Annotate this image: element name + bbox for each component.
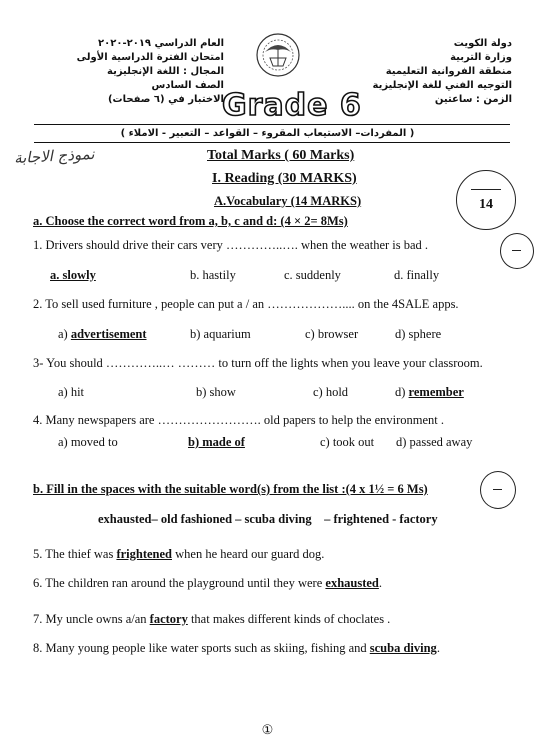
question-text: 3- You should …………..… ……… to turn off the lights when you leave your classroom. <box>33 356 483 370</box>
word-list: exhausted– old fashioned – scuba diving – frightened - factory <box>98 512 438 526</box>
circle-dash <box>493 489 502 490</box>
option: d. finally <box>394 268 440 282</box>
option-correct: a. slowly <box>50 268 96 282</box>
sentence-number: 8. <box>33 641 43 655</box>
sentence-answer: factory <box>149 612 188 626</box>
option: c) hold <box>313 385 349 399</box>
sentence-answer: exhausted <box>325 576 379 590</box>
option: d) passed away <box>396 435 473 449</box>
header-left-line: المجال : اللغة الإنجليزية <box>107 66 224 77</box>
option-correct-word: advertisement <box>70 327 147 341</box>
page-number: ① <box>261 722 274 737</box>
vocabulary-title: A.Vocabulary (14 MARKS) <box>214 194 362 208</box>
sentence-number: 7. <box>33 612 43 626</box>
sentence-after: . <box>378 576 383 590</box>
header-right-line: وزارة التربية <box>450 52 512 63</box>
header-left-line: امتحان الفترة الدراسية الأولى <box>76 52 224 63</box>
sentence-after: . <box>436 641 440 655</box>
question-text: 1. Drivers should drive their cars very …………..…. when the weather is bad . <box>33 238 429 252</box>
section-b-heading: b. Fill in the spaces with the suitable word(s) from the list :(4 x 1½ = 6 Ms) <box>33 482 428 496</box>
divider-bottom <box>34 142 510 143</box>
option: c) took out <box>320 435 375 449</box>
sentence-after: when he heard our guard dog. <box>172 547 325 561</box>
option: a) moved to <box>58 435 118 449</box>
answer-circle-b <box>480 471 516 509</box>
score-line <box>471 189 501 190</box>
header-right-line: الزمن : ساعتين <box>434 94 512 105</box>
option-correct-word: remember <box>408 385 464 399</box>
divider-top <box>34 124 510 125</box>
total-marks-title: Total Marks ( 60 Marks) <box>207 148 355 163</box>
option: c) browser <box>305 327 359 341</box>
answer-circle-a <box>500 233 534 269</box>
section-a-heading: a. Choose the correct word from a, b, c and d: (4 × 2= 8Ms) <box>33 214 348 228</box>
circle-dash <box>512 250 521 251</box>
header-left-line: الاختبار في (٦ صفحات) <box>107 94 224 105</box>
question-text: 2. To sell used furniture , people can put a / an ……………….... on the 4SALE apps. <box>33 297 459 311</box>
header-right-line: دولة الكويت <box>453 38 512 49</box>
option: b) show <box>196 385 236 399</box>
option-correct: b) made of <box>188 435 245 449</box>
sentence-before: The children ran around the playground until they were <box>45 576 326 590</box>
sentence-before: Many young people like water sports such as skiing, fishing and <box>45 641 370 655</box>
fill-sentence <box>33 641 440 656</box>
header-left-line: الصف السادس <box>151 80 224 91</box>
sentence-number: 6. <box>33 576 43 590</box>
handwritten-note: نموذج الاجابة <box>13 144 95 168</box>
kuwait-emblem-icon <box>255 32 301 78</box>
fill-sentence <box>33 547 324 562</box>
exam-subtitle: ( المفردات– الاستيعاب المقروء – القواعد – التعبير - الاملاء ) <box>120 128 415 139</box>
score-circle <box>456 170 516 230</box>
header-left-block <box>76 37 224 107</box>
option-correct: a) advertisement <box>58 327 147 341</box>
fill-sentence <box>33 612 390 627</box>
option: a) hit <box>58 385 85 399</box>
sentence-after: that makes different kinds of choclates . <box>187 612 391 626</box>
sentence-answer: scuba diving <box>369 641 437 655</box>
header-left-line: العام الدراسي ٢٠١٩-٢٠٢٠ <box>98 38 224 49</box>
grade-title: Grade 6 <box>222 88 362 123</box>
option: d) sphere <box>395 327 442 341</box>
header-right-block <box>372 37 512 107</box>
option: c. suddenly <box>284 268 341 282</box>
question-text: 4. Many newspapers are ……………………. old papers to help the environment . <box>33 413 445 427</box>
reading-title: I. Reading (30 MARKS) <box>212 171 357 186</box>
sentence-answer: frightened <box>116 547 172 561</box>
sentence-number: 5. <box>33 547 43 561</box>
option-correct: d) remember <box>395 385 464 399</box>
option: b. hastily <box>190 268 236 282</box>
header-right-line: التوجيه الفني للغة الإنجليزية <box>372 80 512 91</box>
fill-sentence <box>33 576 382 591</box>
option: b) aquarium <box>190 327 251 341</box>
score-value: 14 <box>479 197 493 212</box>
sentence-before: The thief was <box>45 547 117 561</box>
sentence-before: My uncle owns a/an <box>45 612 150 626</box>
header-right-line: منطقة الفروانية التعليمية <box>385 66 512 77</box>
